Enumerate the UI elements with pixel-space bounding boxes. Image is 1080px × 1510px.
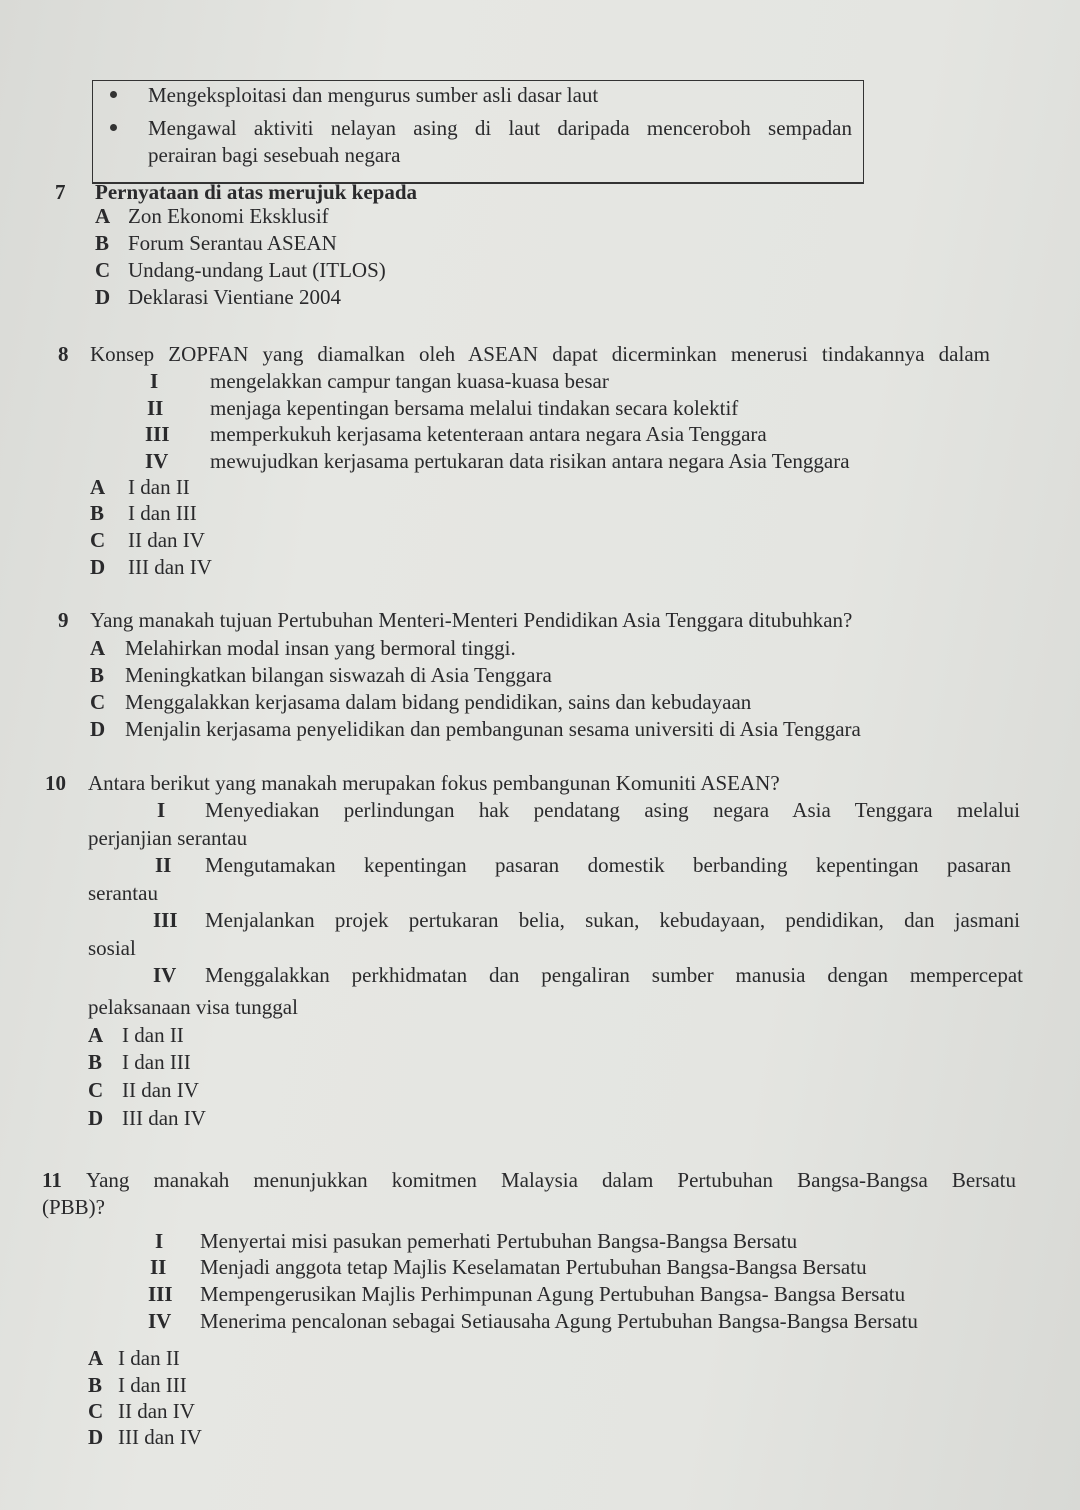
item-text: mengelakkan campur tangan kuasa-kuasa besar xyxy=(210,369,609,393)
item-text: Menerima pencalonan sebagai Setiausaha Agung Pertubuhan Bangsa-Bangsa Bersatu xyxy=(200,1309,918,1333)
roman-item: IV xyxy=(145,449,169,473)
option-text: Meningkatkan bilangan siswazah di Asia Tenggara xyxy=(125,663,552,687)
question-number: 11 xyxy=(42,1168,62,1192)
item-text: Menyertai misi pasukan pemerhati Pertubuhan Bangsa-Bangsa Bersatu xyxy=(200,1229,798,1253)
roman-item: III xyxy=(145,422,170,446)
option-text: I dan III xyxy=(118,1373,187,1397)
option-letter: D xyxy=(95,285,111,309)
option-text: I dan II xyxy=(118,1346,180,1370)
option-text: II dan IV xyxy=(122,1078,199,1102)
roman-item: III xyxy=(148,1282,173,1306)
question-stem: Yang manakah tujuan Pertubuhan Menteri-Menteri Pendidikan Asia Tenggara ditubuhkan? xyxy=(90,608,853,632)
question-number: 8 xyxy=(58,342,69,366)
option-letter: C xyxy=(88,1078,104,1102)
item-text-cont: perjanjian serantau xyxy=(88,826,248,850)
item-text-cont: serantau xyxy=(88,881,158,905)
option-letter: D xyxy=(88,1106,104,1130)
option-letter: B xyxy=(88,1050,103,1074)
question-stem: Pernyataan di atas merujuk kepada xyxy=(95,180,418,204)
option-text: III dan IV xyxy=(118,1425,202,1449)
statement-2: Mengawal aktiviti nelayan asing di laut daripada menceroboh sempadan xyxy=(148,116,852,140)
item-text-cont: sosial xyxy=(88,936,136,960)
roman-item: III xyxy=(153,908,178,932)
item-text: memperkukuh kerjasama ketenteraan antara negara Asia Tenggara xyxy=(210,422,767,446)
option-text: Forum Serantau ASEAN xyxy=(128,231,337,255)
item-text: menjaga kepentingan bersama melalui tindakan secara kolektif xyxy=(210,396,739,420)
roman-item: IV xyxy=(153,963,177,987)
question-stem-cont: (PBB)? xyxy=(42,1195,105,1219)
question-stem: Yang manakah menunjukkan komitmen Malaysia dalam Pertubuhan Bangsa-Bangsa Bersatu xyxy=(86,1168,1016,1192)
option-letter: D xyxy=(88,1425,104,1449)
item-text: Mempengerusikan Majlis Perhimpunan Agung Pertubuhan Bangsa- Bangsa Bersatu xyxy=(200,1282,906,1306)
item-text: Menyediakan perlindungan hak pendatang asing negara Asia Tenggara melalui xyxy=(205,798,1020,822)
question-number: 7 xyxy=(55,180,66,204)
option-letter: A xyxy=(95,204,111,228)
option-letter: D xyxy=(90,717,106,741)
question-number: 10 xyxy=(45,771,66,795)
option-text: Zon Ekonomi Eksklusif xyxy=(128,204,329,228)
option-letter: B xyxy=(88,1373,103,1397)
option-text: Undang-undang Laut (ITLOS) xyxy=(128,258,386,282)
option-text: III dan IV xyxy=(128,555,212,579)
statement-1: Mengeksploitasi dan mengurus sumber asli dasar laut xyxy=(148,83,599,107)
item-text: Mengutamakan kepentingan pasaran domestik berbanding kepentingan pasaran xyxy=(205,853,1011,877)
option-letter: C xyxy=(90,528,106,552)
option-letter: A xyxy=(90,636,106,660)
option-letter: A xyxy=(88,1023,104,1047)
option-letter: B xyxy=(95,231,110,255)
roman-item: IV xyxy=(148,1309,172,1333)
question-number: 9 xyxy=(58,608,69,632)
option-letter: A xyxy=(88,1346,104,1370)
item-text: mewujudkan kerjasama pertukaran data risikan antara negara Asia Tenggara xyxy=(210,449,850,473)
bullet-icon xyxy=(110,91,117,98)
option-text: III dan IV xyxy=(122,1106,206,1130)
roman-item: I xyxy=(157,798,166,822)
option-text: I dan II xyxy=(128,475,190,499)
item-text: Menjadi anggota tetap Majlis Keselamatan Pertubuhan Bangsa-Bangsa Bersatu xyxy=(200,1255,867,1279)
item-text-cont: pelaksanaan visa tunggal xyxy=(88,995,298,1019)
option-letter: B xyxy=(90,663,105,687)
item-text: Menggalakkan perkhidmatan dan pengaliran sumber manusia dengan mempercepat xyxy=(205,963,1023,987)
option-letter: C xyxy=(90,690,106,714)
option-letter: A xyxy=(90,475,106,499)
roman-item: I xyxy=(155,1229,164,1253)
option-text: Menjalin kerjasama penyelidikan dan pembangunan sesama universiti di Asia Tenggara xyxy=(125,717,861,741)
bullet-icon xyxy=(110,124,117,131)
option-text: Melahirkan modal insan yang bermoral tinggi. xyxy=(125,636,516,660)
option-text: Menggalakkan kerjasama dalam bidang pendidikan, sains dan kebudayaan xyxy=(125,690,752,714)
question-stem: Antara berikut yang manakah merupakan fokus pembangunan Komuniti ASEAN? xyxy=(88,771,780,795)
roman-item: II xyxy=(150,1255,167,1279)
option-text: II dan IV xyxy=(128,528,205,552)
option-letter: D xyxy=(90,555,106,579)
option-text: II dan IV xyxy=(118,1399,195,1423)
option-letter: B xyxy=(90,501,105,525)
option-text: I dan II xyxy=(122,1023,184,1047)
question-stem: Konsep ZOPFAN yang diamalkan oleh ASEAN dapat dicerminkan menerusi tindakannya dalam xyxy=(90,342,990,366)
item-text: Menjalankan projek pertukaran belia, sukan, kebudayaan, pendidikan, dan jasmani xyxy=(205,908,1020,932)
option-text: Deklarasi Vientiane 2004 xyxy=(128,285,341,309)
option-letter: C xyxy=(95,258,111,282)
statement-2-cont: perairan bagi sesebuah negara xyxy=(148,143,401,167)
roman-item: II xyxy=(155,853,172,877)
option-letter: C xyxy=(88,1399,104,1423)
option-text: I dan III xyxy=(122,1050,191,1074)
option-text: I dan III xyxy=(128,501,197,525)
roman-item: I xyxy=(150,369,159,393)
roman-item: II xyxy=(147,396,164,420)
